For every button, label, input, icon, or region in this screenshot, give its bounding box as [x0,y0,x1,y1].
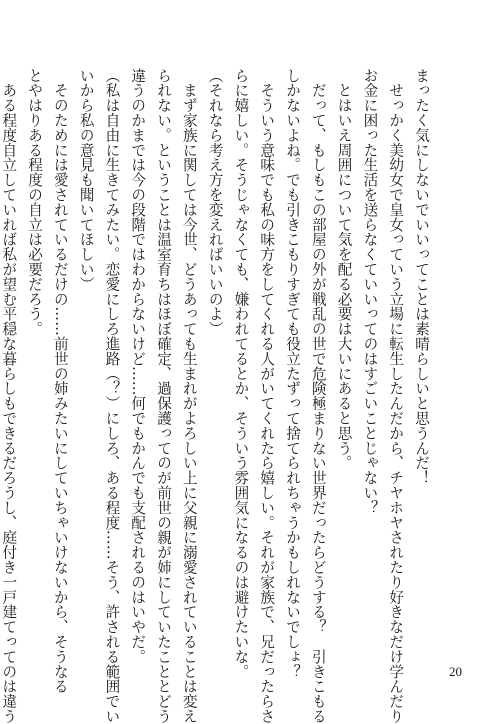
text-line: だって、もしもこの部屋の外が戦乱の世で危険極まりない世界だったらどうする？ 引きこもる [309,68,327,724]
text-line: とやはりある程度の自立は必要だろう。 [26,68,44,337]
text-line: お金に困った生活を送らなくていいってのはすごいことじゃない？ [361,68,379,515]
text-line: まったく気にしないでいいってことは素晴らしいと思うんだ！ [413,68,430,486]
text-line: そういう意味でも私の味方をしてくれる人がいてくれたら嬉しい。それが家族で、兄だったらさ [258,68,276,724]
text-line: しかないよね。でも引きこもりすぎても役立たずって捨てられちゃうかもしれないでしょ？ [284,68,302,679]
vertical-text-body [0,68,434,724]
text-line: まず家族に関しては今世、どうあっても生まれがよろしい上に父親に溺愛されていることは変え [180,68,198,724]
text-line: らに嬉しい。そうじゃなくても、嫌われてるとか、そういう雰囲気になるのは避けたいな。 [232,68,250,679]
text-line: いから私の意見も聞いてほしい） [77,68,95,292]
text-line: （私は自由に生きてみたい。恋愛にしろ進路（？）にしろ、ある程度……そう、許される範囲でい [103,68,121,724]
page-number: 20 [449,664,462,679]
text-line: られない。ということは温室育ちはほぼ確定、過保護ってのが前世の親が姉にしていたこととどう [155,68,173,724]
text-line: ある程度自立していれば私が望む平穏な暮らしもできるだろうし、庭付き一戸建てってのは違う [0,68,18,724]
text-line: せっかく美幼女で皇女っていう立場に転生したんだから、チヤホヤされたり好きなだけ学んだり [387,68,405,724]
text-line: とはいえ周囲について気を配る必要は大いにあると思う。 [335,68,353,471]
text-line: 違うのかまでは今の段階ではわからないけど……何でもかんでも支配されるのはいやだ。 [129,68,147,664]
text-line: そのためには愛されているだけの……前世の姉みたいにしていちゃいけないから、そうなる [51,68,69,694]
text-line: （それなら考え方を変えればいいのよ） [206,68,224,337]
